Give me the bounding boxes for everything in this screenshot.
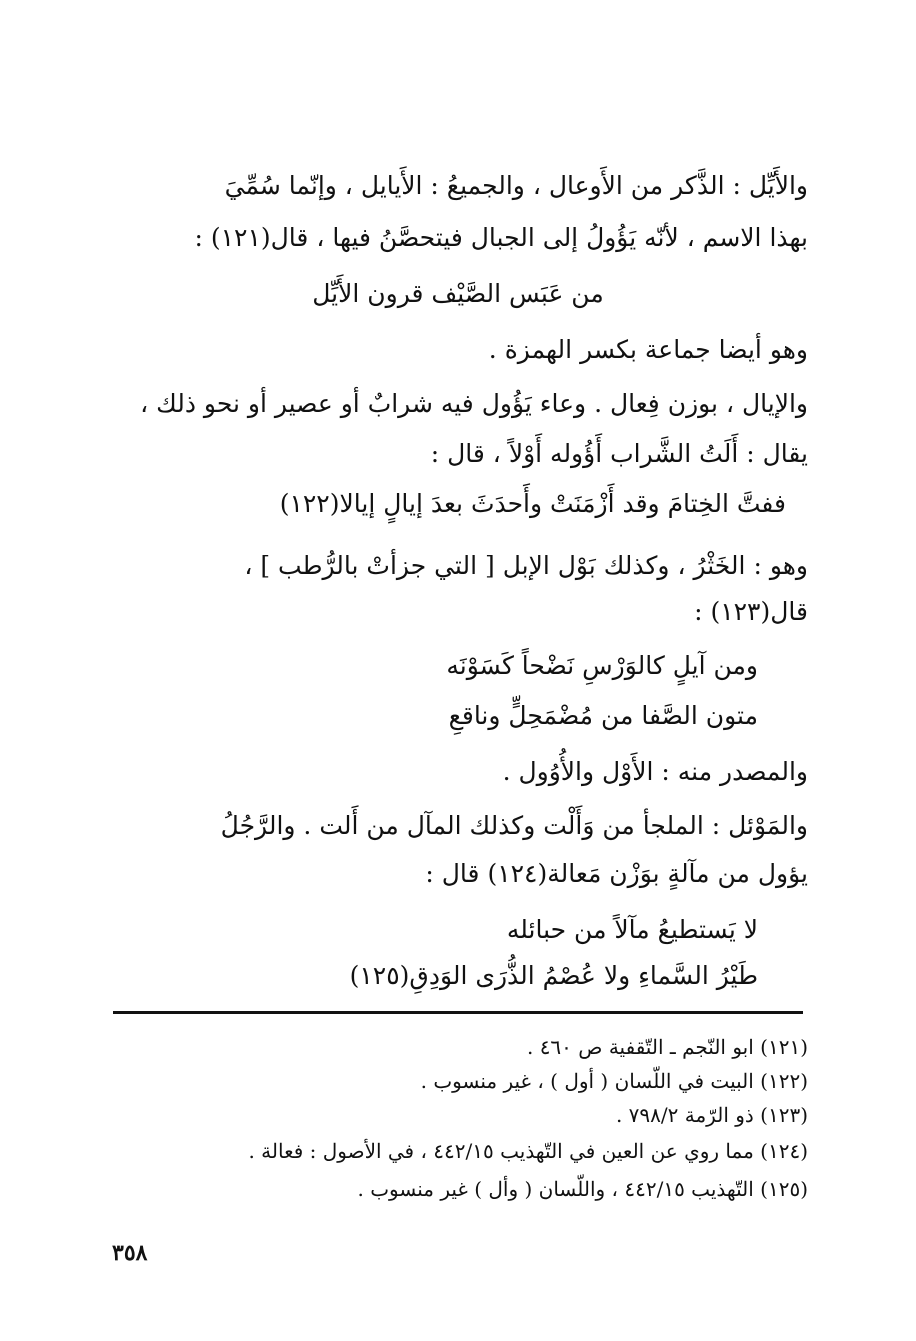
verse-line-1: من عَبَس الصَّيْف قرون الأَيِّل [312, 279, 604, 308]
text-line-5: يقال : أَلَتُ الشَّراب أَؤُوله أَوْلاً ، قال : [430, 439, 808, 468]
verse-line-4: متون الصَّفا من مُضْمَحِلٍّ وناقعِ [448, 701, 758, 730]
text-line-8: والمصدر منه : الأَوْل والأُوُول . [502, 757, 808, 786]
footnote-125: (١٢٥) التّهذيب ٤٤٢/١٥ ، واللّسان ( وأل ) غير منسوب . [357, 1177, 808, 1201]
text-line-7: قال(١٢٣) : [694, 597, 808, 626]
text-line-3: وهو أيضا جماعة بكسر الهمزة . [488, 335, 808, 364]
text-line-10: يؤول من مآلةٍ بوَزْن مَعالة(١٢٤) قال : [425, 859, 808, 888]
footnote-divider [113, 1011, 803, 1014]
footnote-124: (١٢٤) مما روي عن العين في التّهذيب ٤٤٢/١٥ ، في الأصول : فعالة . [248, 1139, 808, 1163]
text-line-2: بهذا الاسم ، لأنّه يَؤُولُ إلى الجبال فيتحصَّنُ فيها ، قال(١٢١) : [194, 223, 808, 252]
verse-line-5: لا يَستطيعُ مآلاً من حبائله [506, 915, 758, 944]
text-line-9: والمَوْئل : الملجأ من وَأَلْت وكذلك المآل من أَلت . والرَّجُلُ [220, 811, 808, 840]
text-line-4: والإيال ، بوزن فِعال . وعاء يَؤُول فيه شرابٌ أو عصير أو نحو ذلك ، [140, 389, 808, 418]
verse-line-3: ومن آيلٍ كالوَرْسِ نَضْحاً كَسَوْنَه [446, 651, 758, 680]
footnote-123: (١٢٣) ذو الرّمة ٧٩٨/٢ . [615, 1103, 808, 1127]
page-number: ٣٥٨ [112, 1240, 148, 1266]
verse-line-6: طَيْرُ السَّماءِ ولا عُصْمُ الذُّرَى الوَدِقِ(١٢٥) [349, 961, 758, 990]
text-line-6: وهو : الخَثْرُ ، وكذلك بَوْل الإبل [ التي جزأتْ بالرُّطب ] ، [244, 551, 808, 580]
footnote-122: (١٢٢) البيت في اللّسان ( أول ) ، غير منسوب . [420, 1069, 808, 1093]
verse-line-2: ففتَّ الخِتامَ وقد أَزْمَنَتْ وأَحدَثَ بعدَ إيالٍ إيالا(١٢٢) [279, 489, 786, 518]
text-line-1: والأَيِّل : الذَّكر من الأَوعال ، والجميعُ : الأَيايل ، وإنّما سُمِّيَ [224, 171, 808, 200]
footnote-121: (١٢١) ابو النّجم ـ التّقفية ص ٤٦٠ . [526, 1035, 808, 1059]
